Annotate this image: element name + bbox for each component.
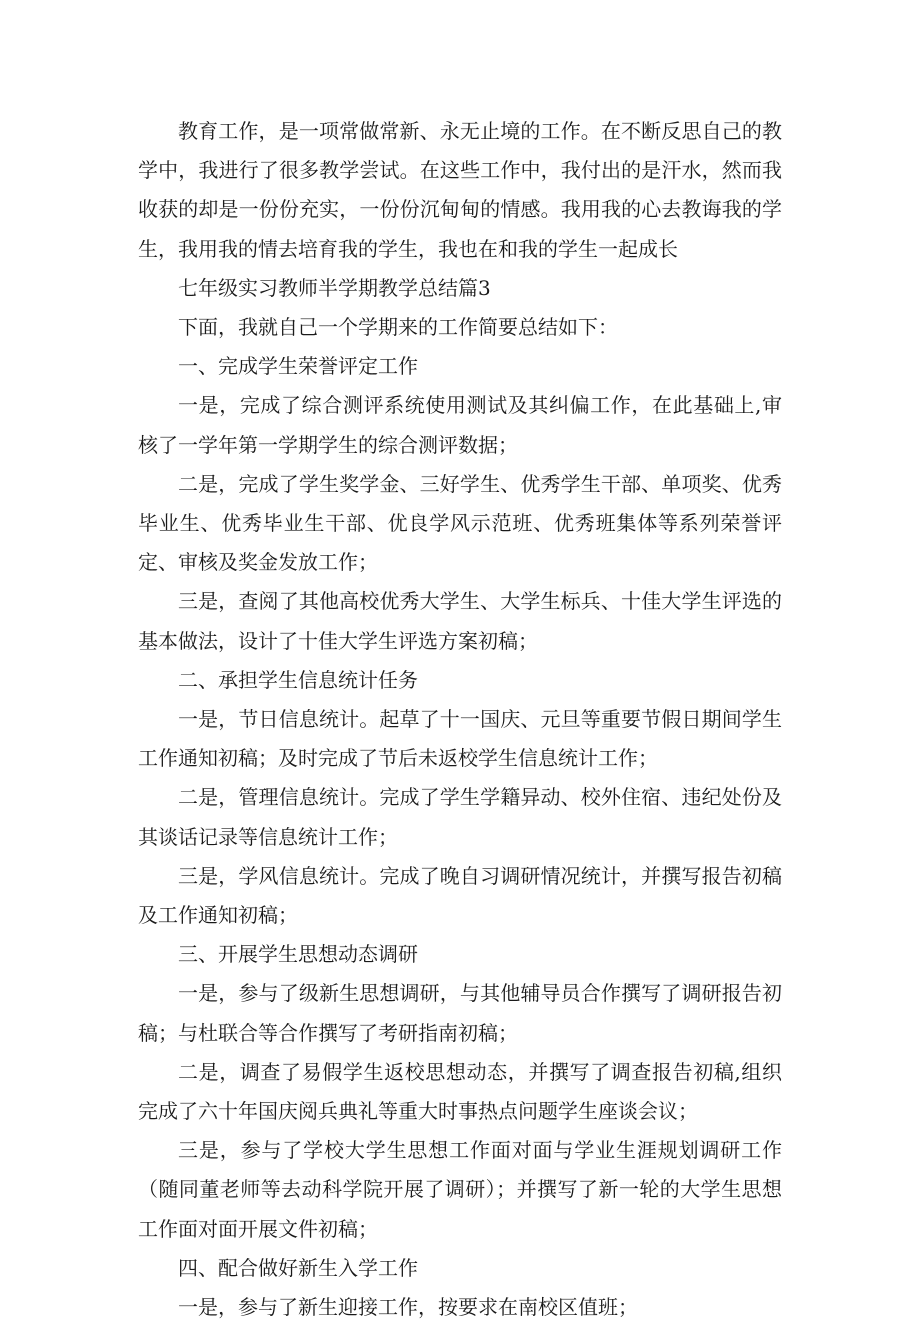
heading-thought-research: 三、开展学生思想动态调研 <box>178 942 418 967</box>
heading-honor-evaluation: 一、完成学生荣誉评定工作 <box>178 354 418 379</box>
paragraph-honor-2: 二是，完成了学生奖学金、三好学生、优秀学生干部、单项奖、优秀毕业生、优秀毕业生干部、优良学风示范班、优秀班集体等系列荣誉评定、审核及奖金发放工作； <box>138 471 782 575</box>
paragraph-summary-lead: 下面，我就自己一个学期来的工作简要总结如下： <box>178 315 618 340</box>
heading-freshman-enrollment: 四、配合做好新生入学工作 <box>178 1255 418 1280</box>
paragraph-freshman-1: 一是，参与了新生迎接工作，按要求在南校区值班； <box>178 1295 638 1320</box>
paragraph-thought-2: 二是，调查了易假学生返校思想动态，并撰写了调查报告初稿,组织完成了六十年国庆阅兵典礼等重大时事热点问题学生座谈会议； <box>138 1059 782 1124</box>
paragraph-thought-3: 三是，参与了学校大学生思想工作面对面与学业生涯规划调研工作（随同董老师等去动科学院开展了调研）；并撰写了新一轮的大学生思想工作面对面开展文件初稿； <box>138 1138 782 1241</box>
paragraph-info-1: 一是，节日信息统计。起草了十一国庆、元旦等重要节假日期间学生工作通知初稿；及时完成了节后未返校学生信息统计工作； <box>138 707 782 771</box>
paragraph-info-3: 三是，学风信息统计。完成了晚自习调研情况统计，并撰写报告初稿及工作通知初稿； <box>138 863 782 928</box>
heading-info-statistics: 二、承担学生信息统计任务 <box>178 667 418 692</box>
section-title: 七年级实习教师半学期教学总结篇3 <box>178 275 491 300</box>
paragraph-honor-1: 一是，完成了综合测评系统使用测试及其纠偏工作，在此基础上,审核了一学年第一学期学生的综合测评数据； <box>138 393 782 457</box>
paragraph-honor-3: 三是，查阅了其他高校优秀大学生、大学生标兵、十佳大学生评选的基本做法，设计了十佳大学生评选方案初稿； <box>138 589 782 653</box>
paragraph-thought-1: 一是，参与了级新生思想调研，与其他辅导员合作撰写了调研报告初稿；与杜联合等合作撰写了考研指南初稿； <box>138 981 782 1045</box>
paragraph-info-2: 二是，管理信息统计。完成了学生学籍异动、校外住宿、违纪处份及其谈话记录等信息统计工作； <box>138 785 782 849</box>
paragraph-intro: 教育工作，是一项常做常新、永无止境的工作。在不断反思自己的教学中，我进行了很多教学尝试。在这些工作中，我付出的是汗水，然而我收获的却是一份份充实，一份份沉甸甸的情感。我用我的心去教诲我的学生，我用我的情去培育我的学生，我也在和我的学生一起成长 <box>138 119 782 261</box>
